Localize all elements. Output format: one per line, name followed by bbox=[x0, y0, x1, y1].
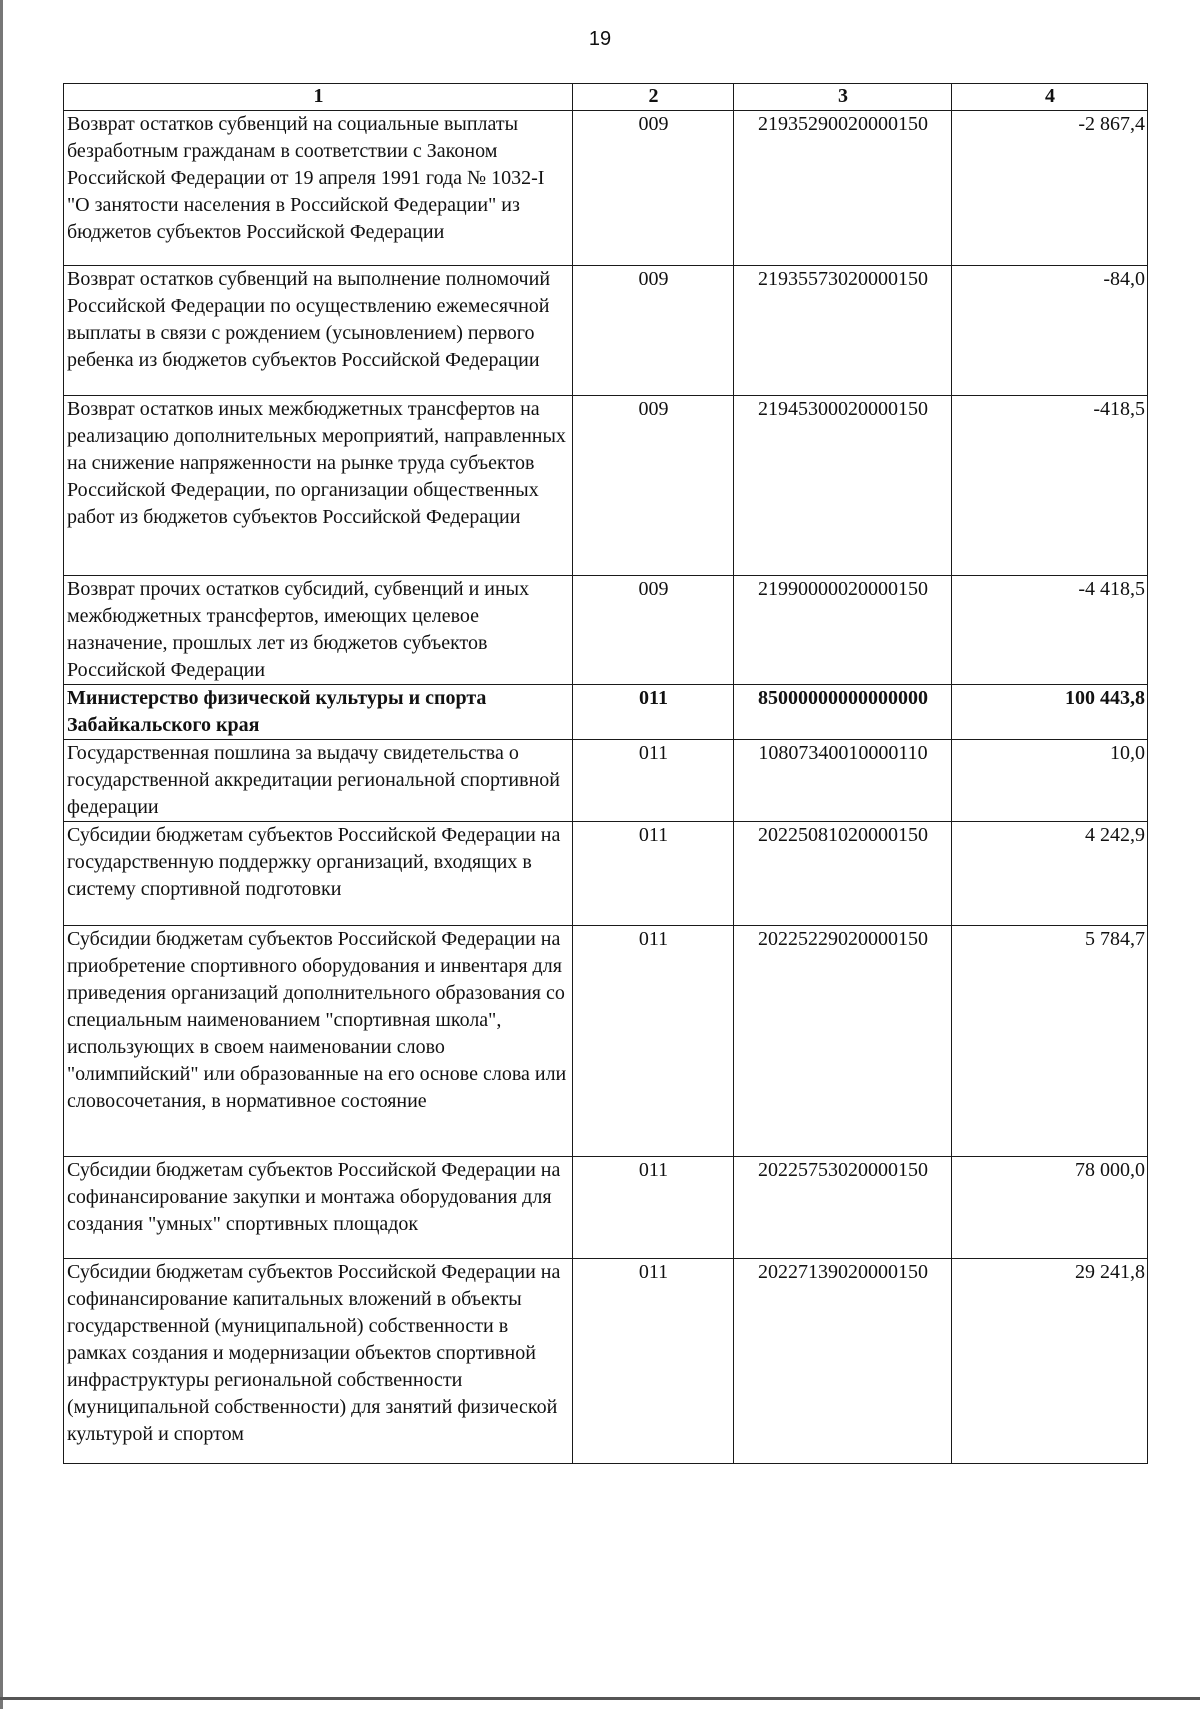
table-body bbox=[64, 111, 1148, 1464]
table-row bbox=[64, 822, 1148, 926]
row-sum-cell: 4 242,9 bbox=[952, 822, 1148, 926]
row-admin-cell: 011 bbox=[573, 1259, 734, 1464]
row-code-cell: 85000000000000000 bbox=[734, 685, 952, 740]
table-row bbox=[64, 111, 1148, 266]
row-code-cell: 10807340010000110 bbox=[734, 740, 952, 822]
row-name-cell: Субсидии бюджетам субъектов Российской Федерации на софинансирование капитальных вложений в объекты государственной (муниципальной) собственности в рамках создания и модернизации объектов спортивной инфраструктуры региональной собственности (муниципальной собственности) для занятий физической культурой и спортом bbox=[64, 1259, 573, 1464]
row-code-cell: 21935290020000150 bbox=[734, 111, 952, 266]
row-admin-cell: 009 bbox=[573, 576, 734, 685]
row-code-cell: 21945300020000150 bbox=[734, 396, 952, 576]
table-row bbox=[64, 576, 1148, 685]
row-admin-cell: 011 bbox=[573, 740, 734, 822]
column-header-4: 4 bbox=[952, 84, 1148, 111]
scan-edge-left bbox=[0, 0, 3, 1709]
row-sum-cell: 78 000,0 bbox=[952, 1157, 1148, 1259]
row-code-cell: 20227139020000150 bbox=[734, 1259, 952, 1464]
row-name-cell: Субсидии бюджетам субъектов Российской Федерации на софинансирование закупки и монтажа оборудования для создания "умных" спортивных площадок bbox=[64, 1157, 573, 1259]
row-name-cell: Возврат остатков иных межбюджетных трансфертов на реализацию дополнительных мероприятий, направленных на снижение напряженности на рынке труда субъектов Российской Федерации, по организации общественных работ из бюджетов субъектов Российской Федерации bbox=[64, 396, 573, 576]
table-row-section-heading bbox=[64, 685, 1148, 740]
row-name-cell: Министерство физической культуры и спорта Забайкальского края bbox=[64, 685, 573, 740]
row-code-cell: 21990000020000150 bbox=[734, 576, 952, 685]
row-sum-cell: 100 443,8 bbox=[952, 685, 1148, 740]
row-name-cell: Возврат прочих остатков субсидий, субвенций и иных межбюджетных трансфертов, имеющих целевое назначение, прошлых лет из бюджетов субъектов Российской Федерации bbox=[64, 576, 573, 685]
row-sum-cell: -84,0 bbox=[952, 266, 1148, 396]
budget-table bbox=[63, 83, 1148, 1464]
row-code-cell: 20225081020000150 bbox=[734, 822, 952, 926]
row-code-cell: 20225753020000150 bbox=[734, 1157, 952, 1259]
row-admin-cell: 009 bbox=[573, 266, 734, 396]
row-sum-cell: -2 867,4 bbox=[952, 111, 1148, 266]
table-header-row bbox=[64, 84, 1148, 111]
row-admin-cell: 011 bbox=[573, 685, 734, 740]
row-sum-cell: 10,0 bbox=[952, 740, 1148, 822]
page-number: 19 bbox=[588, 28, 612, 50]
column-header-1: 1 bbox=[64, 84, 573, 111]
row-sum-cell: -4 418,5 bbox=[952, 576, 1148, 685]
row-name-cell: Возврат остатков субвенций на социальные выплаты безработным гражданам в соответствии с Законом Российской Федерации от 19 апреля 1991 года № 1032-I "О занятости населения в Российской Федерации" из бюджетов субъектов Российской Федерации bbox=[64, 111, 573, 266]
row-sum-cell: -418,5 bbox=[952, 396, 1148, 576]
row-name-cell: Субсидии бюджетам субъектов Российской Федерации на приобретение спортивного оборудования и инвентаря для приведения организаций дополнительного образования со специальным наименованием "спортивная школа", использующих в своем наименовании слово "олимпийский" или образованные на его основе слова или словосочетания, в нормативное состояние bbox=[64, 926, 573, 1157]
column-header-3: 3 bbox=[734, 84, 952, 111]
row-name-cell: Государственная пошлина за выдачу свидетельства о государственной аккредитации региональной спортивной федерации bbox=[64, 740, 573, 822]
table-row bbox=[64, 1259, 1148, 1464]
scan-edge-bottom bbox=[0, 1697, 1200, 1700]
table-row bbox=[64, 1157, 1148, 1259]
row-admin-cell: 011 bbox=[573, 1157, 734, 1259]
column-header-2: 2 bbox=[573, 84, 734, 111]
row-admin-cell: 009 bbox=[573, 396, 734, 576]
row-sum-cell: 5 784,7 bbox=[952, 926, 1148, 1157]
table-row bbox=[64, 266, 1148, 396]
row-admin-cell: 009 bbox=[573, 111, 734, 266]
row-code-cell: 21935573020000150 bbox=[734, 266, 952, 396]
table-row bbox=[64, 396, 1148, 576]
row-name-cell: Субсидии бюджетам субъектов Российской Федерации на государственную поддержку организаций, входящих в систему спортивной подготовки bbox=[64, 822, 573, 926]
row-admin-cell: 011 bbox=[573, 822, 734, 926]
row-sum-cell: 29 241,8 bbox=[952, 1259, 1148, 1464]
row-name-cell: Возврат остатков субвенций на выполнение полномочий Российской Федерации по осуществлению ежемесячной выплаты в связи с рождением (усыновлением) первого ребенка из бюджетов субъектов Российской Федерации bbox=[64, 266, 573, 396]
table-row bbox=[64, 740, 1148, 822]
row-admin-cell: 011 bbox=[573, 926, 734, 1157]
row-code-cell: 20225229020000150 bbox=[734, 926, 952, 1157]
table-row bbox=[64, 926, 1148, 1157]
